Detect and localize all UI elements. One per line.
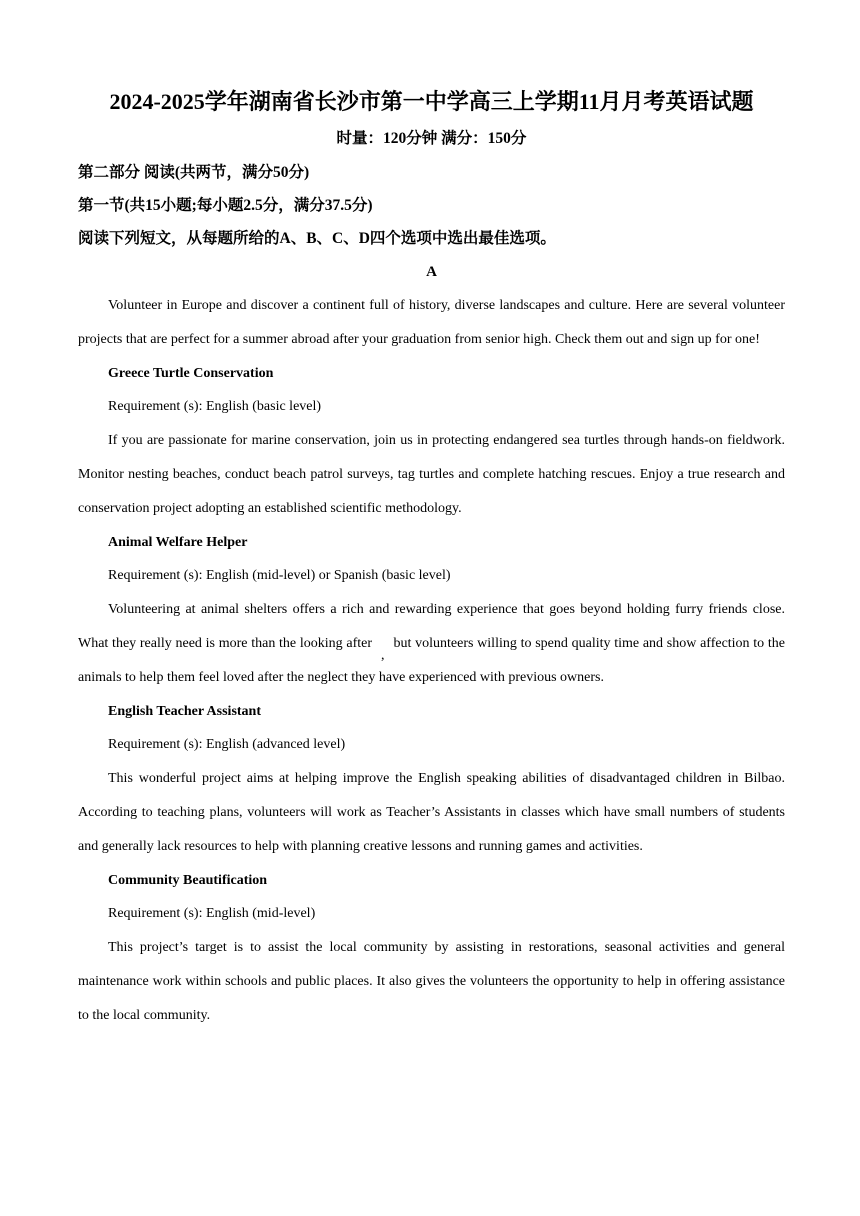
project-description-community: This project’s target is to assist the local community by assisting in restorations, seasonal activities and general maintenance work within schools and public places. It also gives the volunteers the opportunity to help in offering assistance to the local community.: [78, 940, 785, 1023]
project-description-animal-welfare: [78, 593, 785, 694]
project-title-english-teacher: English Teacher Assistant: [108, 703, 262, 719]
description-part-1: Volunteering at animal shelters offers a rich and rewarding experience that goes beyond holding furry friends close. What they really need is more than the looking after: [78, 602, 785, 651]
passage-label: A: [426, 264, 437, 280]
project-title-community: Community Beautification: [108, 872, 268, 888]
project-requirement-greece: Requirement (s): English (basic level): [108, 399, 322, 415]
description-part-2: but volunteers willing to spend quality time and show affection to the animals to help them feel loved after the neglect they have experienced with previous owners.: [78, 635, 786, 685]
project-requirement-animal-welfare: Requirement (s): English (mid-level) or Spanish (basic level): [108, 568, 451, 584]
instructions: 阅读下列短文，从每题所给的A、B、C、D四个选项中选出最佳选项。: [78, 230, 556, 247]
project-description-english-teacher: This wonderful project aims at helping improve the English speaking abilities of disadvantaged children in Bilbao. According to teaching plans, volunteers will work as Teacher’s Assistants in classes which have small numbers of students and generally lack resources to help with planning creative lessons and running games and activities.: [78, 771, 785, 854]
page-title: 2024-2025学年湖南省长沙市第一中学高三上学期11月月考英语试题: [109, 89, 754, 114]
exam-page: [78, 86, 785, 1033]
project-description-greece: If you are passionate for marine conservation, join us in protecting endangered sea turtles through hands-on fieldwork. Monitor nesting beaches, conduct beach patrol surveys, tag turtles and complete hatching rescues. Enjoy a true research and conservation project adopting an established scientific methodology.: [78, 433, 785, 516]
project-requirement-english-teacher: Requirement (s): English (advanced level): [108, 737, 346, 753]
part-heading: 第二部分 阅读(共两节，满分50分): [78, 164, 310, 181]
stray-comma: ,: [381, 647, 385, 663]
project-title-greece: Greece Turtle Conservation: [108, 365, 274, 381]
exam-time-and-score: 时量：120分钟 满分：150分: [336, 130, 527, 147]
project-title-animal-welfare: Animal Welfare Helper: [108, 534, 248, 550]
project-requirement-community: Requirement (s): English (mid-level): [108, 906, 316, 922]
passage-intro: Volunteer in Europe and discover a continent full of history, diverse landscapes and culture. Here are several volunteer projects that are perfect for a summer abroad after your graduation from senior high. Check them out and sign up for one!: [78, 298, 785, 347]
section-heading: 第一节(共15小题;每小题2.5分，满分37.5分): [78, 197, 373, 214]
